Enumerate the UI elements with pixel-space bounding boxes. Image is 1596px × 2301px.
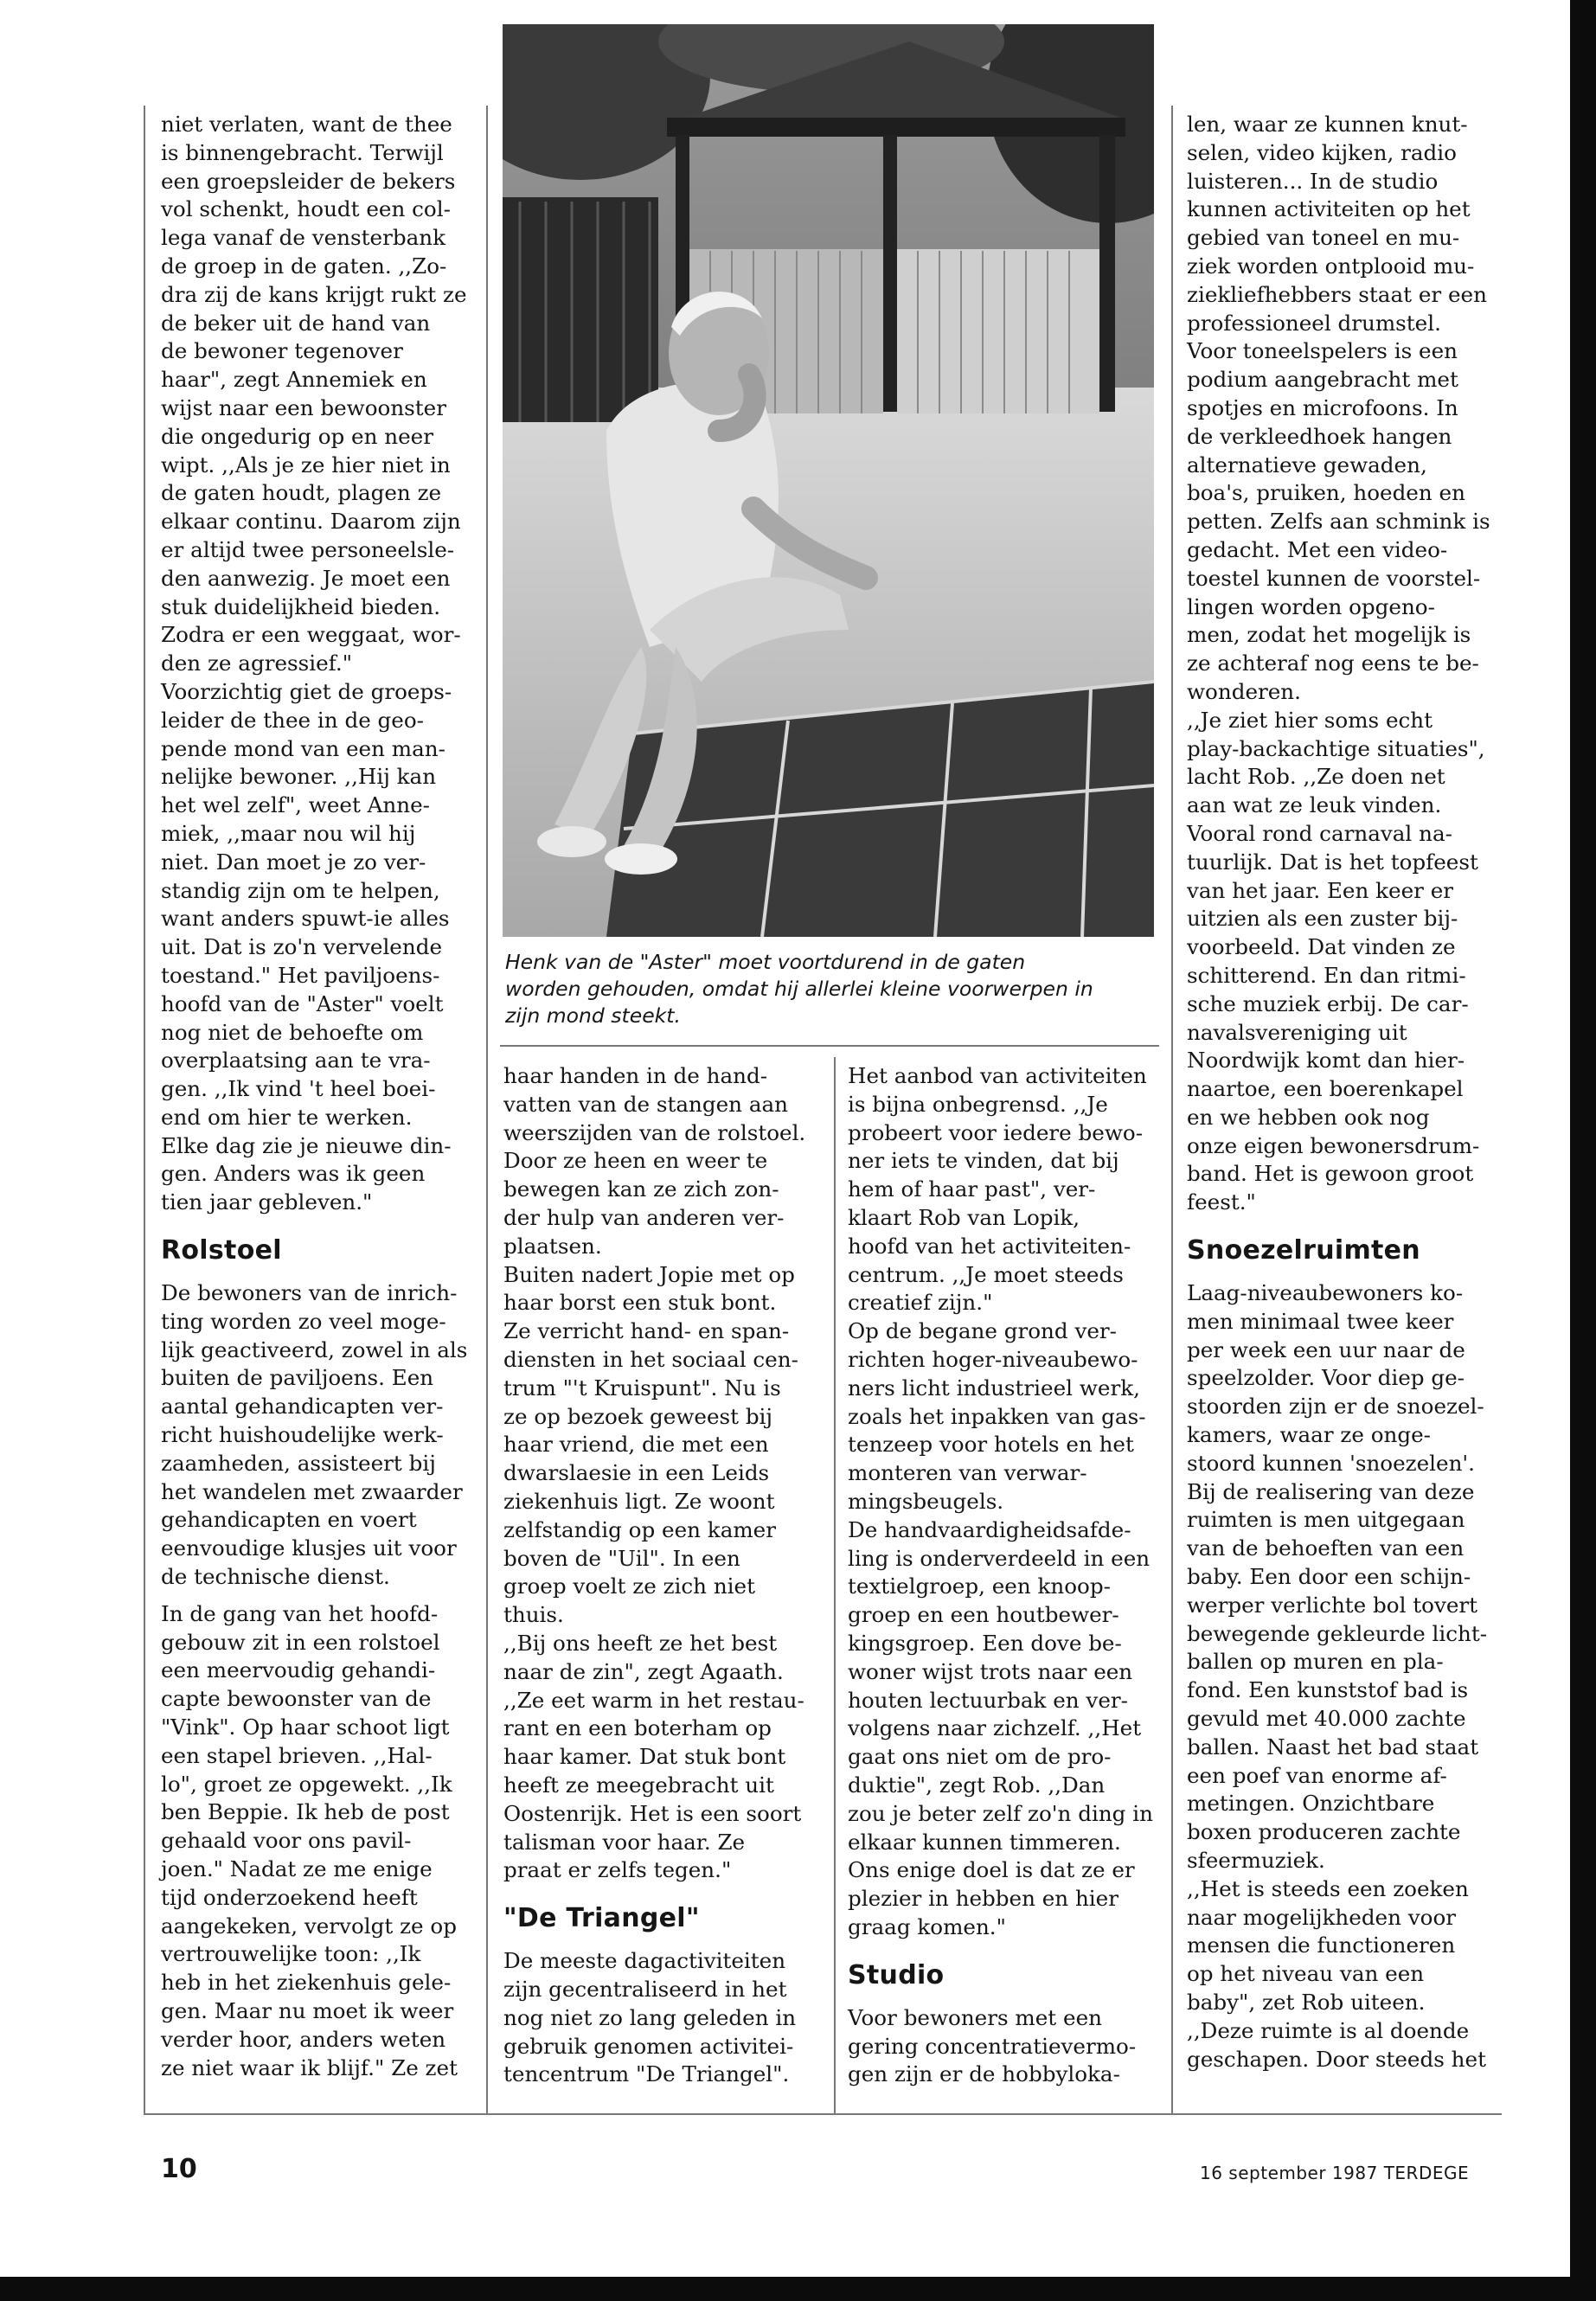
text-line: aan wat ze leuk vinden. [1187, 792, 1442, 818]
text-line: rant en een boterham op [503, 1715, 772, 1741]
text-line: stoorden zijn er de snoezel- [1187, 1394, 1484, 1420]
text-line: een stapel brieven. ,,Hal- [161, 1742, 433, 1768]
text-line: navalsvereniging uit [1187, 1019, 1407, 1045]
text-line: ling is onderverdeeld in een [848, 1545, 1151, 1571]
text-line: er altijd twee personeelsle- [161, 536, 455, 562]
text-line: de bewoner tegenover [161, 338, 403, 364]
text-line: haar kamer. Dat stuk bont [503, 1744, 786, 1770]
column-1-paragraph-b [161, 1279, 472, 1592]
text-line: een meervoudig gehandi- [161, 1657, 436, 1683]
text-line: De bewoners van de inrich- [161, 1280, 458, 1306]
text-line: Voor bewoners met een [848, 2004, 1102, 2030]
text-line: toestand." Het paviljoens- [161, 962, 440, 988]
text-line: voorbeeld. Dat vinden ze [1187, 934, 1456, 960]
section-heading-de-triangel: "De Triangel" [503, 1903, 700, 1934]
text-line: ,,Je ziet hier soms echt [1187, 707, 1433, 733]
text-line: elkaar kunnen timmeren. [848, 1829, 1121, 1855]
text-line: ,,Deze ruimte is al doende [1187, 2017, 1470, 2043]
column-3-paragraph-b [848, 2004, 1168, 2089]
text-line: De handvaardigheidsafde- [848, 1516, 1131, 1542]
section-heading-studio: Studio [848, 1959, 945, 1990]
text-line: is bijna onbegrensd. ,,Je [848, 1091, 1108, 1117]
text-line: gedacht. Met een video- [1187, 536, 1448, 562]
text-line: Het aanbod van activiteiten [848, 1063, 1147, 1088]
text-line: zou je beter zelf zo'n ding in [848, 1800, 1153, 1826]
article-column-1 [161, 111, 472, 2082]
text-line: speelzolder. Voor diep ge- [1187, 1365, 1465, 1391]
text-line: talisman voor haar. Ze [503, 1829, 746, 1855]
text-line: richt huishoudelijke werk- [161, 1422, 444, 1448]
text-line: gehaald voor ons pavil- [161, 1828, 412, 1854]
text-line: joen." Nadat ze me enige [161, 1856, 433, 1882]
text-line: de gaten houdt, plagen ze [161, 480, 442, 506]
text-line: geschapen. Door steeds het [1187, 2046, 1486, 2072]
text-line: zijn gecentraliseerd in het [503, 1976, 787, 2002]
text-line: gevuld met 40.000 zachte [1187, 1706, 1466, 1732]
text-line: sfeermuziek. [1187, 1848, 1325, 1874]
text-line: lo", groet ze opgewekt. ,,Ik [161, 1771, 452, 1797]
text-line: Bij de realisering van deze [1187, 1478, 1475, 1504]
text-line: Buiten nadert Jopie met op [503, 1261, 795, 1287]
text-line: lijk geactiveerd, zowel in als [161, 1336, 468, 1362]
text-line: creatief zijn." [848, 1290, 993, 1316]
text-line: naartoe, een boerenkapel [1187, 1076, 1464, 1102]
text-line: len, waar ze kunnen knut- [1187, 112, 1468, 137]
text-line: volgens naar zichzelf. ,,Het [848, 1715, 1142, 1741]
text-line: van het jaar. Een keer er [1187, 877, 1454, 903]
photo-man-sitting-by-gazebo [503, 24, 1154, 937]
text-line: het wandelen met zwaarder [161, 1478, 463, 1504]
text-line: nog niet zo lang geleden in [503, 2004, 797, 2030]
text-line: tijd onderzoekend heeft [161, 1884, 418, 1910]
text-line: boxen produceren zachte [1187, 1819, 1461, 1845]
text-line: mensen die functioneren [1187, 1932, 1456, 1958]
text-line: stoord kunnen 'snoezelen'. [1187, 1450, 1476, 1476]
text-line: zelfstandig op een kamer [503, 1516, 776, 1542]
text-line: ze op bezoek geweest bij [503, 1403, 773, 1429]
text-line: gen. ,,Ik vind 't heel boei- [161, 1076, 436, 1102]
text-line: thuis. [503, 1602, 564, 1628]
text-line: professioneel drumstel. [1187, 310, 1441, 336]
text-line: tenzeep voor hotels en het [848, 1432, 1134, 1458]
text-line: lega vanaf de vensterbank [161, 225, 445, 251]
text-line: woner wijst trots naar een [848, 1658, 1133, 1684]
page-number: 10 [161, 2154, 197, 2184]
text-line: men, zodat het mogelijk is [1187, 622, 1471, 648]
column-2-paragraph-a [503, 1062, 824, 1885]
text-line: lingen worden opgeno- [1187, 593, 1435, 619]
article-column-3 [848, 1062, 1168, 2089]
text-line: Voorzichtig giet de groeps- [161, 678, 452, 704]
text-line: eenvoudige klusjes uit voor [161, 1535, 457, 1561]
text-line: vatten van de stangen aan [503, 1091, 788, 1117]
text-line: gen. Maar nu moet ik weer [161, 1998, 454, 2023]
text-line: een poef van enorme af- [1187, 1762, 1447, 1788]
text-line: de beker uit de hand van [161, 310, 431, 336]
text-line: ziekliefhebbers staat er een [1187, 281, 1487, 307]
caption-rule [500, 1045, 1159, 1047]
text-line: plaatsen. [503, 1233, 602, 1259]
column-1-paragraph-a [161, 111, 472, 1217]
text-line: gen. Anders was ik geen [161, 1161, 426, 1187]
text-line: Laag-niveaubewoners ko- [1187, 1280, 1464, 1306]
article-column-2 [503, 1062, 824, 2089]
text-line: In de gang van het hoofd- [161, 1600, 439, 1626]
text-line: ballen op muren en pla- [1187, 1649, 1444, 1675]
issue-folio: 16 september 1987 TERDEGE [1200, 2163, 1470, 2183]
text-line: die ongedurig op en neer [161, 423, 433, 449]
text-line: ting worden zo veel moge- [161, 1308, 446, 1334]
text-line: buiten de paviljoens. Een [161, 1365, 434, 1391]
text-line: fond. Een kunststof bad is [1187, 1677, 1469, 1703]
column-1-paragraph-c [161, 1600, 472, 2083]
text-line: elkaar continu. Daarom zijn [161, 509, 461, 535]
text-line: Ons enige doel is dat ze er [848, 1857, 1135, 1883]
text-line: nog niet de behoefte om [161, 1019, 424, 1045]
text-line: de verkleedhoek hangen [1187, 423, 1452, 449]
text-line: haar vriend, die met een [503, 1432, 769, 1458]
text-line: luisteren... In de studio [1187, 168, 1439, 194]
text-line: diensten in het sociaal cen- [503, 1346, 798, 1372]
text-line: trum "'t Kruispunt". Nu is [503, 1375, 781, 1400]
text-line: kunnen activiteiten op het [1187, 196, 1471, 222]
text-line: selen, video kijken, radio [1187, 139, 1457, 165]
text-line: is binnengebracht. Terwijl [161, 139, 444, 165]
text-line: gebouw zit in een rolstoel [161, 1629, 440, 1655]
text-line: Noordwijk komt dan hier- [1187, 1048, 1465, 1074]
text-line: centrum. ,,Je moet steeds [848, 1261, 1124, 1287]
text-line: kamers, waar ze onge- [1187, 1422, 1431, 1448]
text-line: nelijke bewoner. ,,Hij kan [161, 764, 437, 790]
text-line: den aanwezig. Je moet een [161, 565, 451, 591]
column-4-paragraph-b [1187, 1279, 1498, 2073]
text-line: baby. Een door een schijn- [1187, 1564, 1471, 1590]
text-line: Ze verricht hand- en span- [503, 1318, 790, 1344]
text-line: wipt. ,,Als je ze hier niet in [161, 452, 451, 478]
text-line: ,,Bij ons heeft ze het best [503, 1630, 778, 1656]
text-line: zoals het inpakken van gas- [848, 1403, 1146, 1429]
text-line: niet verlaten, want de thee [161, 112, 452, 137]
text-line: overplaatsing aan te vra- [161, 1048, 431, 1074]
text-line: een groepsleider de bekers [161, 168, 456, 194]
text-line: lacht Rob. ,,Ze doen net [1187, 764, 1445, 790]
text-line: ballen. Naast het bad staat [1187, 1734, 1479, 1759]
photo-caption [505, 949, 1163, 1029]
text-line: schitterend. En dan ritmi- [1187, 962, 1466, 988]
text-line: groep voelt ze zich niet [503, 1574, 755, 1599]
text-line: podium aangebracht met [1187, 367, 1458, 393]
column-2-paragraph-b [503, 1947, 824, 2089]
text-line: Vooral rond carnaval na- [1187, 820, 1452, 846]
text-line: Op de begane grond ver- [848, 1318, 1117, 1344]
text-line: monteren van verwar- [848, 1460, 1087, 1486]
text-line: dra zij de kans krijgt rukt ze [161, 281, 467, 307]
text-line: mingsbeugels. [848, 1488, 1004, 1514]
section-heading-snoezelruimten: Snoezelruimten [1187, 1235, 1420, 1266]
text-line: ners licht industrieel werk, [848, 1375, 1140, 1400]
text-line: gebruik genomen activitei- [503, 2033, 794, 2059]
text-line: boven de "Uil". In een [503, 1545, 740, 1571]
text-line: tuurlijk. Dat is het topfeest [1187, 849, 1478, 875]
text-line: ruimten is men uitgegaan [1187, 1507, 1465, 1533]
text-line: wijst naar een bewoonster [161, 394, 446, 420]
text-line: feest." [1187, 1189, 1256, 1215]
text-line: ner iets te vinden, dat bij [848, 1148, 1119, 1174]
text-line: leider de thee in de geo- [161, 707, 424, 733]
text-line: standig zijn om te helpen, [161, 877, 440, 903]
text-line: onze eigen bewonersdrum- [1187, 1132, 1480, 1158]
column-rule-3 [1171, 106, 1173, 2114]
text-line: De meeste dagactiviteiten [503, 1948, 786, 1974]
text-line: plezier in hebben en hier [848, 1886, 1118, 1912]
section-heading-rolstoel: Rolstoel [161, 1235, 282, 1266]
text-line: boa's, pruiken, hoeden en [1187, 480, 1465, 506]
column-3-paragraph-a [848, 1062, 1168, 1942]
text-line: ,,Ze eet warm in het restau- [503, 1687, 804, 1713]
text-line: ze niet waar ik blijf." Ze zet [161, 2054, 458, 2080]
text-line: uitzien als een zuster bij- [1187, 906, 1458, 932]
text-line: weerszijden van de rolstoel. [503, 1119, 806, 1145]
text-line: naar mogelijkheden voor [1187, 1904, 1457, 1930]
text-line: ze achteraf nog eens te be- [1187, 651, 1479, 676]
text-line: werper verlichte bol tovert [1187, 1592, 1478, 1618]
text-line: baby", zet Rob uiteen. [1187, 1990, 1426, 2015]
text-line: groep en een houtbewer- [848, 1602, 1119, 1628]
text-line: heb in het ziekenhuis gele- [161, 1970, 452, 1996]
text-line: Voor toneelspelers is een [1187, 338, 1458, 364]
text-line: aantal gehandicapten ver- [161, 1394, 444, 1420]
text-line: toestel kunnen de voorstel- [1187, 565, 1481, 591]
text-line: wonderen. [1187, 678, 1301, 704]
text-line: richten hoger-niveaubewo- [848, 1346, 1138, 1372]
text-line: capte bewoonster van de [161, 1686, 432, 1712]
text-line: houten lectuurbak en ver- [848, 1687, 1128, 1713]
text-line: haar", zegt Annemiek en [161, 367, 427, 393]
caption-line: worden gehouden, omdat hij allerlei kleine voorwerpen in [505, 977, 1093, 1001]
text-line: haar handen in de hand- [503, 1063, 768, 1088]
text-line: uit. Dat is zo'n vervelende [161, 934, 443, 960]
text-line: duktie", zegt Rob. ,,Dan [848, 1772, 1106, 1798]
text-line: den ze agressief." [161, 651, 353, 676]
caption-line: zijn mond steekt. [505, 1003, 681, 1028]
text-line: tencentrum "De Triangel". [503, 2061, 790, 2087]
text-line: van de behoeften van een [1187, 1535, 1465, 1561]
text-line: gehandicapten en voert [161, 1507, 417, 1533]
text-line: tien jaar gebleven." [161, 1189, 373, 1215]
text-line: end om hier te werken. [161, 1104, 413, 1130]
text-line: textielgroep, een knoop- [848, 1574, 1111, 1599]
text-line: hoofd van de "Aster" voelt [161, 990, 444, 1016]
text-line: Elke dag zie je nieuwe din- [161, 1132, 452, 1158]
text-line: gaat ons niet om de pro- [848, 1744, 1112, 1770]
text-line: want anders spuwt-ie alles [161, 906, 450, 932]
text-line: naar de zin", zegt Agaath. [503, 1658, 784, 1684]
text-line: play-backachtige situaties", [1187, 735, 1485, 761]
text-line: gebied van toneel en mu- [1187, 225, 1460, 251]
text-line: gen zijn er de hobbyloka- [848, 2061, 1120, 2087]
text-line: kingsgroep. Een dove be- [848, 1630, 1122, 1656]
text-line: probeert voor iedere bewo- [848, 1119, 1144, 1145]
text-line: Door ze heen en weer te [503, 1148, 768, 1174]
text-line: het wel zelf", weet Anne- [161, 792, 430, 818]
text-line: dwarslaesie in een Leids [503, 1460, 770, 1486]
scan-edge-bottom [0, 2277, 1596, 2301]
column-rule-2 [834, 1057, 836, 2114]
caption-line: Henk van de "Aster" moet voortdurend in de gaten [505, 950, 1026, 974]
text-line: hem of haar past", ver- [848, 1176, 1096, 1202]
text-line: de groep in de gaten. ,,Zo- [161, 253, 447, 279]
text-line: vertrouwelijke toon: ,,Ik [161, 1941, 421, 1967]
text-line: praat er zelfs tegen." [503, 1857, 732, 1883]
text-line: op het niveau van een [1187, 1961, 1425, 1987]
text-line: en we hebben ook nog [1187, 1104, 1430, 1130]
text-line: graag komen." [848, 1913, 1006, 1939]
text-line: gering concentratievermo- [848, 2033, 1137, 2059]
text-line: ziekenhuis ligt. Ze woont [503, 1488, 775, 1514]
text-line: ziek worden ontplooid mu- [1187, 253, 1475, 279]
text-line: der hulp van anderen ver- [503, 1204, 785, 1230]
text-line: niet. Dan moet je zo ver- [161, 849, 426, 875]
text-line: miek, ,,maar nou wil hij [161, 820, 416, 846]
text-line: ben Beppie. Ik heb de post [161, 1799, 450, 1825]
article-column-4 [1187, 111, 1498, 2073]
text-line: aangekeken, vervolgt ze op [161, 1913, 457, 1939]
text-line: sche muziek erbij. De car- [1187, 990, 1469, 1016]
text-line: men minimaal twee keer [1187, 1308, 1454, 1334]
text-line: hoofd van het activiteiten- [848, 1233, 1131, 1259]
text-line: alternatieve gewaden, [1187, 452, 1427, 478]
text-line: de technische dienst. [161, 1564, 390, 1590]
text-line: "Vink". Op haar schoot ligt [161, 1715, 450, 1740]
column-rule-1 [486, 106, 488, 2114]
column-rule-left [144, 106, 145, 2114]
text-line: pende mond van een man- [161, 735, 445, 761]
text-line: klaart Rob van Lopik, [848, 1204, 1080, 1230]
text-line: per week een uur naar de [1187, 1336, 1465, 1362]
text-line: bewegen kan ze zich zon- [503, 1176, 779, 1202]
text-line: spotjes en microfoons. In [1187, 394, 1458, 420]
text-line: zaamheden, assisteert bij [161, 1450, 436, 1476]
bottom-rule [144, 2113, 1502, 2115]
column-4-paragraph-a [1187, 111, 1498, 1217]
text-line: ,,Het is steeds een zoeken [1187, 1875, 1469, 1901]
text-line: Zodra er een weggaat, wor- [161, 622, 461, 648]
text-line: stuk duidelijkheid bieden. [161, 593, 441, 619]
text-line: heeft ze meegebracht uit [503, 1772, 774, 1798]
scan-edge-right [1570, 0, 1596, 2301]
text-line: band. Het is gewoon groot [1187, 1161, 1474, 1187]
text-line: petten. Zelfs aan schmink is [1187, 509, 1490, 535]
text-line: metingen. Onzichtbare [1187, 1791, 1435, 1817]
text-line: vol schenkt, houdt een col- [161, 196, 451, 222]
text-line: verder hoor, anders weten [161, 2026, 446, 2052]
text-line: Oostenrijk. Het is een soort [503, 1800, 802, 1826]
text-line: bewegende gekleurde licht- [1187, 1620, 1488, 1646]
text-line: haar borst een stuk bont. [503, 1290, 777, 1316]
